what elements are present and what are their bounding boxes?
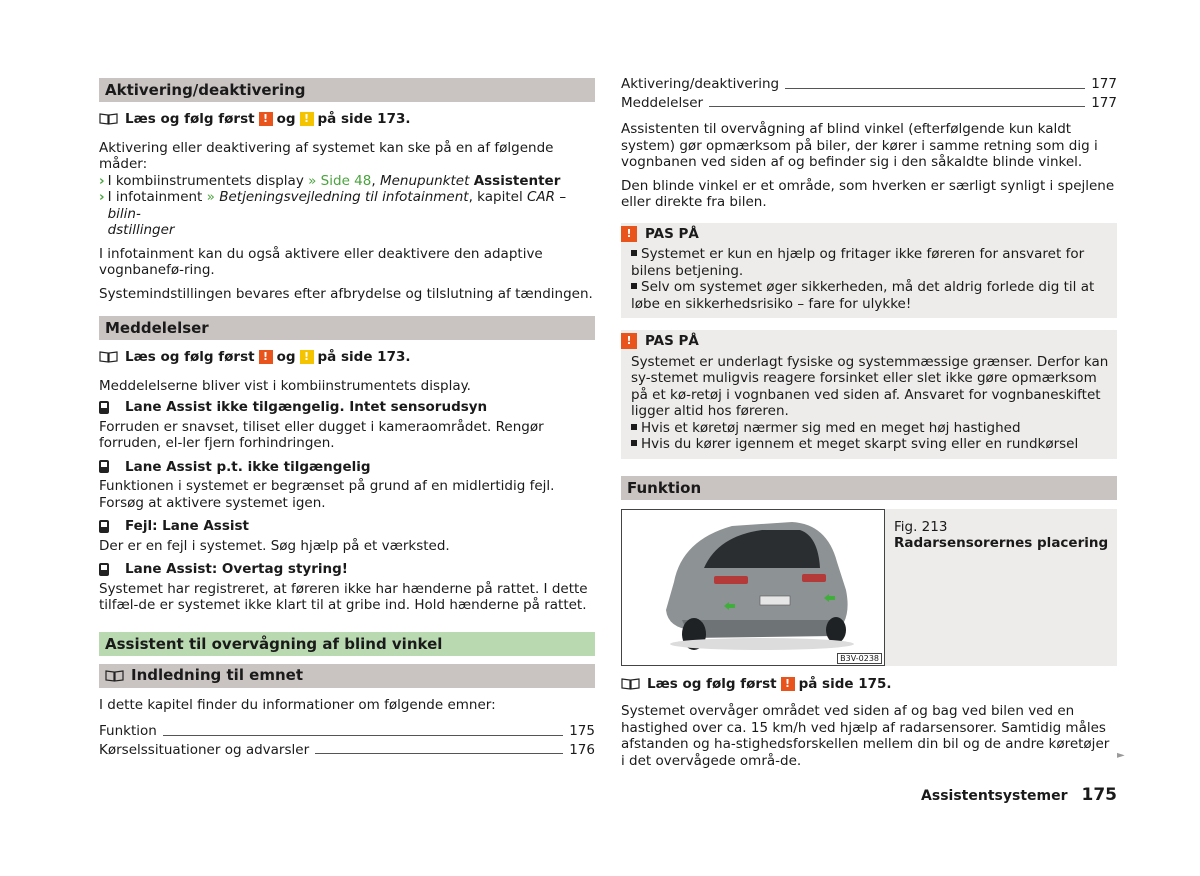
toc-entry[interactable] [621, 95, 1117, 112]
book-icon [99, 351, 118, 363]
note-title [621, 333, 1109, 350]
list-item-text [108, 189, 595, 239]
warning-red-icon[interactable]: ! [781, 677, 795, 691]
display-warning-icon [99, 460, 109, 473]
reference-and: og [276, 111, 296, 127]
warning-icon: ! [621, 226, 637, 242]
message-text: Systemet har registreret, at føreren ikke har hænderne på rattet. I dette tilfæl-de er systemet ikke klart til at gribe ind. Hold hænderne på rattet. [99, 580, 588, 613]
note-item-text: Systemet er kun en hjælp og fritager ikke føreren for ansvaret for bilens betjening. [631, 246, 1085, 279]
message-title: Lane Assist p.t. ikke tilgængelig [125, 458, 371, 475]
reference-text: Læs og følg først [647, 675, 777, 692]
note-title-text: PAS PÅ [645, 333, 699, 349]
warning-yellow-icon[interactable]: ! [300, 112, 314, 126]
book-icon [105, 670, 124, 682]
left-column [99, 78, 595, 760]
book-icon [621, 678, 640, 690]
toc-leader [785, 88, 1085, 89]
page-footer [921, 787, 1117, 805]
display-warning-icon [99, 401, 109, 414]
message-title: Lane Assist: Overtag styring! [125, 561, 348, 577]
paragraph: Systemet overvåger området ved siden af og bag ved bilen ved en hastighed over ca. 15 km/h ved hjælp af radarsensorer. Samtidig måles afstanden og ha-stighedsforskellen mellem din bil og de andre køretøjer i det overvågede områ-de. [621, 703, 1110, 769]
chapter-name: CAR – bilin- [107, 189, 567, 222]
note-item [631, 246, 1109, 279]
paragraph: I dette kapitel finder du informationer om følgende emner: [99, 696, 496, 713]
note-item [631, 279, 1109, 312]
square-bullet-icon [631, 283, 637, 289]
note-item-text: Hvis et køretøj nærmer sig med en meget høj hastighed [641, 419, 1021, 436]
intro-title: Indledning til emnet [131, 666, 304, 684]
paragraph: Aktivering eller deaktivering af systemet kan ske på en af følgende måder: [99, 139, 554, 172]
manual-name: Betjeningsvejledning til infotainment [219, 189, 469, 205]
figure [621, 509, 1117, 666]
list-item-text [108, 173, 561, 190]
square-bullet-icon [631, 424, 637, 430]
message-text: Forruden er snavset, tiliset eller dugget i kameraområdet. Rengør forruden, el-ler fjern forhindringen. [99, 418, 544, 451]
toc-page: 175 [569, 723, 595, 739]
note-item-text: Selv om systemet øger sikkerheden, må det aldrig forlede dig til at løbe en sikkerhedsrisiko – fare for ulykke! [631, 279, 1095, 312]
section-header-aktivering: Aktivering/deaktivering [99, 78, 595, 102]
display-warning-icon [99, 563, 109, 576]
message-heading [99, 561, 595, 578]
reference-page: på side 173. [317, 349, 411, 365]
warning-red-icon[interactable]: ! [259, 350, 273, 364]
right-column [621, 76, 1117, 776]
paragraph: Meddelelserne bliver vist i kombiinstrumentets display. [99, 377, 471, 394]
warning-yellow-icon[interactable]: ! [300, 350, 314, 364]
list-text: , kapitel [468, 189, 523, 205]
note-item [631, 420, 1109, 437]
list-item [99, 173, 595, 190]
paragraph: Assistenten til overvågning af blind vinkel (efterfølgende kun kaldt system) gør opmærksom på biler, der kører i samme retning som dig i vognbanen ved siden af og befinder sig i den såkaldte blinde vinkel. [621, 121, 1098, 170]
figure-number: Fig. 213 [894, 518, 948, 535]
square-bullet-icon [631, 440, 637, 446]
note-item-text: Hvis du kører igennem et meget skarpt sving eller en rundkørsel [641, 436, 1079, 452]
paragraph: Systemindstillingen bevares efter afbrydelse og tilslutning af tændingen. [99, 285, 593, 302]
toc-entry[interactable] [621, 76, 1117, 93]
reference-text: Læs og følg først [125, 349, 255, 365]
message-title: Fejl: Lane Assist [125, 518, 249, 534]
message-heading [99, 399, 595, 416]
book-icon [99, 113, 118, 125]
toc-label: Funktion [99, 723, 157, 739]
menu-item-name: Assistenter [473, 172, 561, 189]
toc-label: Meddelelser [621, 94, 704, 111]
toc-page: 177 [1091, 94, 1117, 111]
page-link[interactable]: » Side 48 [308, 172, 372, 189]
footer-section: Assistentsystemer [921, 788, 1068, 804]
list-text: I kombiinstrumentets display [107, 172, 304, 189]
arrow-bullet-icon: › [99, 172, 105, 189]
list-item [99, 189, 595, 239]
note-text: Systemet er underlagt fysiske og systemmæssige grænser. Derfor kan sy-stemet muligvis reagere forsinket eller slet ikke gøre opmærksom på et kø-retøj i vognbanen ved siden af. Ansvaret for vognbaneskiftet ligger altid hos føreren. [631, 353, 1109, 419]
reference-text: Læs og følg først [125, 111, 255, 127]
figure-tag: B3V-0238 [837, 653, 882, 664]
toc-entry[interactable] [99, 723, 595, 740]
message-text: Funktionen i systemet er begrænset på grund af en midlertidig fejl. Forsøg at aktivere systemet igen. [99, 478, 555, 511]
paragraph: I infotainment kan du også aktivere eller deaktivere den adaptive vognbanefø-ring. [99, 245, 543, 278]
list-separator: , [371, 172, 380, 189]
reference-and: og [276, 349, 296, 365]
reference-line [99, 111, 595, 128]
reference-line [621, 676, 1117, 693]
reference-page: på side 175. [798, 675, 892, 692]
chapter-name-cont: dstillinger [107, 222, 175, 238]
toc-page: 177 [1091, 76, 1117, 92]
square-bullet-icon [631, 250, 637, 256]
message-title: Lane Assist ikke tilgængelig. Intet sensorudsyn [125, 399, 488, 415]
toc-leader [315, 753, 563, 754]
figure-title: Radarsensorernes placering [894, 535, 1109, 551]
figure-caption [885, 509, 1108, 666]
reference-page: på side 173. [317, 111, 411, 127]
message-heading [99, 459, 595, 476]
intro-header [99, 664, 595, 688]
warning-note [621, 330, 1117, 459]
note-item [631, 436, 1109, 453]
toc-label: Kørselssituationer og advarsler [99, 741, 310, 758]
chapter-header-blind-vinkel: Assistent til overvågning af blind vinkel [99, 632, 595, 656]
menu-name: Menupunktet [379, 172, 470, 189]
car-illustration [622, 510, 884, 665]
toc-entry[interactable] [99, 742, 595, 759]
message-heading [99, 518, 595, 535]
note-title [621, 226, 1109, 243]
warning-icon: ! [621, 333, 637, 349]
toc-page: 176 [569, 741, 595, 758]
arrow-bullet-icon: › [99, 189, 105, 205]
toc-leader [709, 106, 1085, 107]
toc-label: Aktivering/deaktivering [621, 76, 780, 92]
page-number: 175 [1081, 785, 1117, 805]
continue-arrow-icon: ► [1117, 750, 1125, 761]
toc-leader [163, 735, 563, 736]
list-text: I infotainment [107, 189, 203, 205]
note-title-text: PAS PÅ [645, 225, 699, 242]
message-text: Der er en fejl i systemet. Søg hjælp på et værksted. [99, 537, 450, 554]
section-header-funktion: Funktion [621, 476, 1117, 500]
display-warning-icon [99, 520, 109, 533]
reference-line [99, 349, 595, 366]
warning-red-icon[interactable]: ! [259, 112, 273, 126]
section-header-meddelelser: Meddelelser [99, 316, 595, 340]
page-link[interactable]: » [206, 189, 215, 205]
paragraph: Den blinde vinkel er et område, som hverken er særligt synligt i spejlene eller direkte fra bilen. [621, 177, 1115, 210]
car-rear-image [621, 509, 885, 666]
warning-note [621, 223, 1117, 319]
